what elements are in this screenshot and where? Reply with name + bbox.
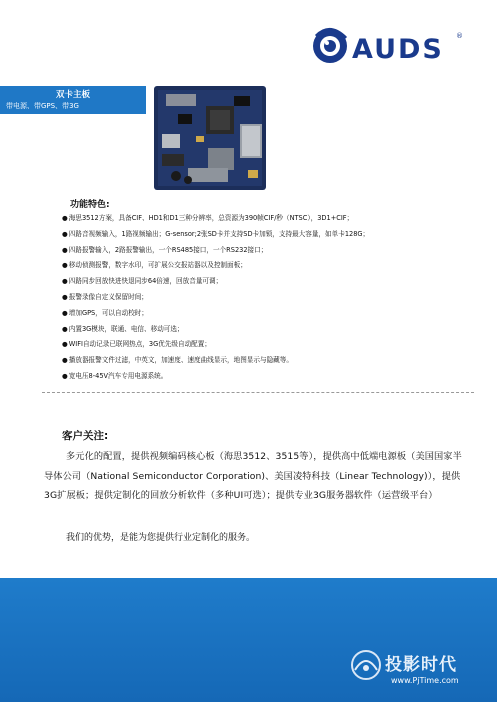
- brand-name: AUDS: [352, 34, 444, 65]
- product-title: 双卡主板: [55, 90, 90, 100]
- list-item: ● WIFI自动记录已联网热点，3G优先级自动配置；: [62, 337, 482, 353]
- customers-title: 客户关注:: [62, 430, 109, 442]
- list-item: ● 播放器报警文件过滤，中英文，加速度、速度曲线显示，地图显示与隐藏等。: [62, 353, 482, 369]
- features-title: 功能特色:: [70, 200, 110, 210]
- product-tab: [0, 86, 146, 114]
- dashed-divider: [42, 392, 474, 393]
- watermark: [349, 648, 479, 694]
- advantage-text: 我们的优势，是能为您提供行业定制化的服务。: [66, 533, 256, 543]
- list-item: ● 移动侦测报警，数字水印，可扩展公交报站器以及控制面板；: [62, 258, 482, 274]
- registered-mark: ®: [456, 32, 463, 40]
- list-item: ● 四路同步回放快进快退同步64倍速，回放音量可调；: [62, 274, 482, 290]
- list-item: ● 宽电压8-45V汽车专用电源系统。: [62, 369, 482, 385]
- customers-body: 多元化的配置，提供视频编码核心板（海思3512、3515等），提供高中低端电源板（美国国家半导体公司（National Semiconductor Corporation)、美国凌特科技（Linear Technology)），提供3G扩展板；提供定制化的回放分析软件（多种UI可选）；提供专业3G服务器软件（运营级平台）: [44, 451, 462, 501]
- auds-logo: [308, 24, 468, 68]
- watermark-text: 投影时代: [385, 655, 457, 675]
- list-item: ● 海思3512方案，具备CIF、HD1和D1三种分辨率，总资源为390帧CIF/秒（NTSC），3D1+CIF；: [62, 211, 482, 227]
- list-item: ● 内置3G模块，联通、电信、移动可选；: [62, 322, 482, 338]
- watermark-url[interactable]: www.PjTime.com: [391, 676, 459, 685]
- list-item: ● 增加GPS，可以自动校时；: [62, 306, 482, 322]
- list-item: ● 四路音视频输入，1路视频输出；G-sensor;2张SD卡并支持SD卡加锁，支持最大容量，如单卡128G；: [62, 227, 482, 243]
- list-item: ● 四路报警输入，2路报警输出，一个RS485接口，一个RS232接口；: [62, 243, 482, 259]
- motherboard-photo: [148, 84, 270, 194]
- watermark-icon: [349, 648, 383, 682]
- feature-list: [62, 211, 482, 385]
- list-item: ● 报警录像自定义保留时间；: [62, 290, 482, 306]
- product-subtitle: 带电源、带GPS、带3G: [6, 102, 79, 110]
